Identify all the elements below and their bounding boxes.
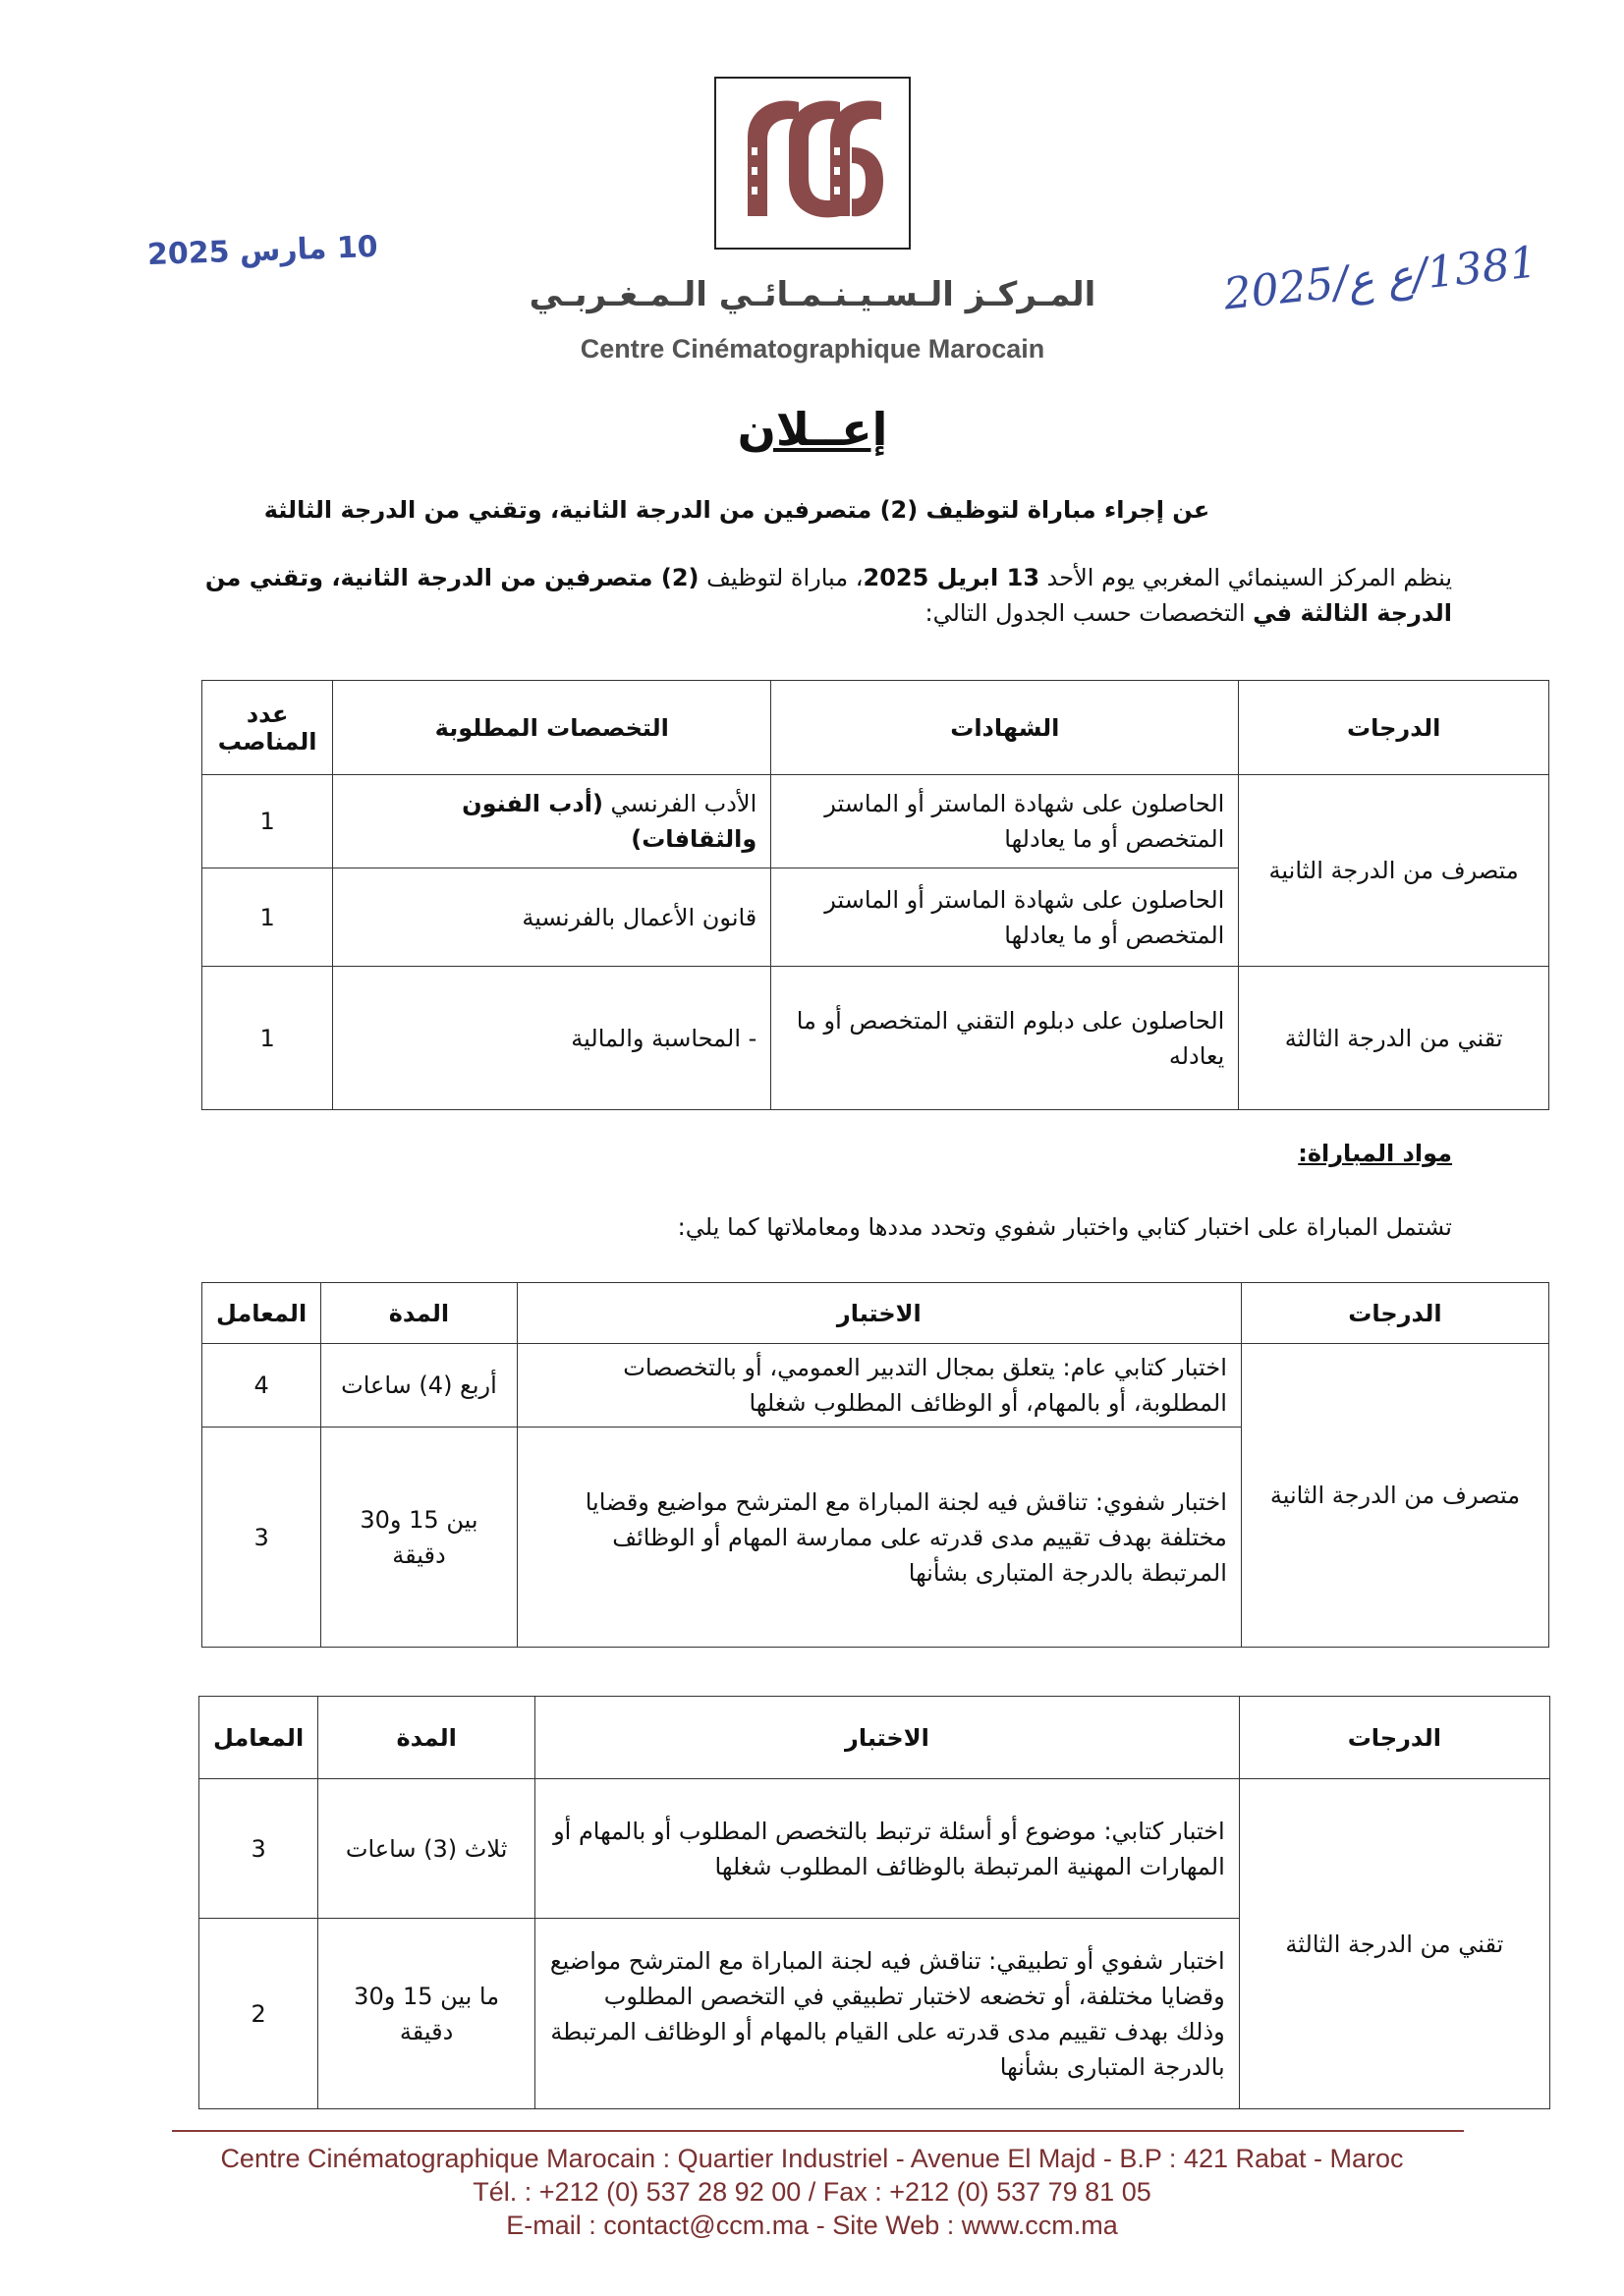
intro-positions: (2) متصرفين من الدرجة الثانية، وتقني من الدرجة الثالثة في [204,564,1452,627]
count-cell: 1 [202,868,333,967]
header-diplomas: الشهادات [771,681,1239,775]
announcement-title: إعــلان [737,403,888,456]
footer-divider [172,2130,1464,2132]
received-date-stamp: 10 مارس 2025 [146,229,379,273]
exam-table-administrators [201,1282,1549,1648]
grade-cell: تقني من الدرجة الثالثة [1239,1779,1549,2109]
specialty-cell: قانون الأعمال بالفرنسية [333,868,771,967]
header-grade: الدرجات [1239,1697,1549,1779]
specialty-bold-text: (أدب الفنون والثقافات) [462,790,757,853]
table-row [202,967,1549,1110]
footer [147,2142,1477,2242]
count-cell: 1 [202,775,333,868]
intro-text-1: ينظم المركز السينمائي المغربي يوم الأحد [1039,564,1452,591]
duration-cell: بين 15 و30 دقيقة [321,1428,518,1648]
count-cell: 1 [202,967,333,1110]
header-specialties: التخصصات المطلوبة [333,681,771,775]
footer-phone-fax: Tél. : +212 (0) 537 28 92 00 / Fax : +212 (0) 537 79 81 05 [473,2177,1151,2207]
organization-name-french: Centre Cinématographique Marocain [580,334,1045,364]
diploma-cell: الحاصلون على شهادة الماستر أو الماستر المتخصص أو ما يعادلها [771,775,1239,868]
handwritten-reference-number: 1381/ع ع/2025 [1221,237,1540,320]
duration-cell: ما بين 15 و30 دقيقة [318,1919,535,2109]
positions-table [201,680,1549,1110]
exam-subjects-intro: تشتمل المباراة على اختبار كتابي واختبار شفوي وتحدد مددها ومعاملاتها كما يلي: [677,1213,1452,1241]
announcement-subtitle: عن إجراء مباراة لتوظيف (2) متصرفين من الدرجة الثانية، وتقني من الدرجة الثالثة [263,496,1210,524]
header-duration: المدة [321,1283,518,1344]
announcement-intro-paragraph [196,560,1452,631]
specialty-cell: - المحاسبة والمالية [333,967,771,1110]
grade-cell: متصرف من الدرجة الثانية [1241,1344,1548,1648]
header-duration: المدة [318,1697,535,1779]
specialty-text: الأدب الفرنسي [602,790,757,817]
test-cell: اختبار كتابي: موضوع أو أسئلة ترتبط بالتخصص المطلوب أو بالمهام أو المهارات المهنية المرتبطة بالوظائف المطلوب شغلها [535,1779,1240,1919]
test-cell: اختبار شفوي أو تطبيقي: تناقش فيه لجنة المباراة مع المترشح مواضيع وقضايا مختلفة، أو تخضعه لاختبار تطبيقي في التخصص المطلوب وذلك بهدف تقييم مدى قدرته على القيام بالمهام أو الوظائف المرتبطة بالدرجة المتبارى بشأنها [535,1919,1240,2109]
footer-email-website: E-mail : contact@ccm.ma - Site Web : www.ccm.ma [506,2211,1118,2240]
ccm-logo [714,77,911,250]
organization-name-arabic: المـركـز الـسـيـنـمـائـي الـمـغـربـي [529,275,1096,314]
duration-cell: ثلاث (3) ساعات [318,1779,535,1919]
intro-text-2: ، مباراة لتوظيف [699,564,864,591]
diploma-cell: الحاصلون على دبلوم التقني المتخصص أو ما يعادله [771,967,1239,1110]
table-header-row [202,681,1549,775]
test-cell: اختبار شفوي: تناقش فيه لجنة المباراة مع المترشح مواضيع وقضايا مختلفة بهدف تقييم مدى قدرته على ممارسة المهام أو الوظائف المرتبطة بالدرجة المتبارى بشأنها [517,1428,1241,1648]
coefficient-cell: 2 [199,1919,318,2109]
header-test: الاختبار [535,1697,1240,1779]
intro-text-3: التخصصات حسب الجدول التالي: [924,599,1254,627]
table-header-row [202,1283,1549,1344]
coefficient-cell: 3 [202,1428,321,1648]
header-grade: الدرجات [1239,681,1549,775]
exam-table-technician [198,1696,1550,2109]
table-row [199,1779,1550,1919]
header-grade: الدرجات [1241,1283,1548,1344]
header-coefficient: المعامل [202,1283,321,1344]
duration-cell: أربع (4) ساعات [321,1344,518,1428]
intro-date: 13 ابريل 2025 [863,564,1040,591]
table-header-row [199,1697,1550,1779]
coefficient-cell: 3 [199,1779,318,1919]
header-count: عدد المناصب [202,681,333,775]
ccm-film-reel-logo-icon [716,79,909,248]
exam-subjects-title: مواد المباراة: [1298,1140,1452,1167]
table-row [202,775,1549,868]
coefficient-cell: 4 [202,1344,321,1428]
header-test: الاختبار [517,1283,1241,1344]
specialty-cell [333,775,771,868]
diploma-cell: الحاصلون على شهادة الماستر أو الماستر المتخصص أو ما يعادلها [771,868,1239,967]
table-row [202,1344,1549,1428]
grade-cell: تقني من الدرجة الثالثة [1239,967,1549,1110]
footer-address: Centre Cinématographique Marocain : Quartier Industriel - Avenue El Majd - B.P : 421 Rabat - Maroc [220,2144,1404,2173]
grade-cell: متصرف من الدرجة الثانية [1239,775,1549,967]
test-cell: اختبار كتابي عام: يتعلق بمجال التدبير العمومي، أو بالتخصصات المطلوبة، أو بالمهام، أو الوظائف المطلوب شغلها [517,1344,1241,1428]
header-coefficient: المعامل [199,1697,318,1779]
